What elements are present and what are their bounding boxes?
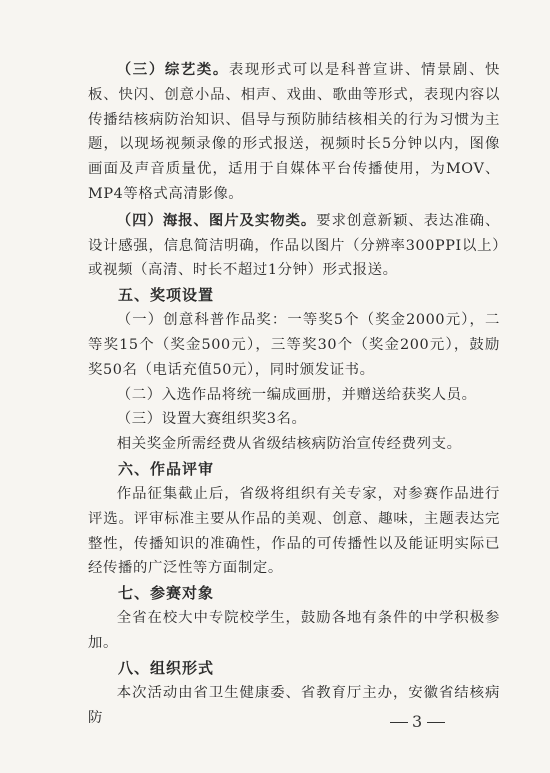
- organization-paragraph: 本次活动由省卫生健康委、省教育厅主办，安徽省结核病防: [88, 684, 500, 726]
- review-paragraph: 作品征集截止后，省级将组织有关专家，对参赛作品进行评选。评审标准主要从作品的美观、创意、趣味，主题表达完整性，传播知识的准确性，作品的可传播性以及能证明实际已经传播的广泛性等方面制定。: [88, 485, 500, 577]
- awards-item-3: （三）设置大赛组织奖3名。: [116, 411, 307, 428]
- heading-awards: 五、奖项设置: [118, 286, 215, 305]
- page-number: 3: [412, 712, 424, 731]
- awards-item-1: （一）创意科普作品奖：一等奖5个（奖金2000元），二等奖15个（奖金500元），三等奖30个（奖金200元），鼓励奖50名（电话充值50元），同时颁发证书。: [88, 312, 500, 378]
- section-3-body: 表现形式可以是科普宣讲、情景剧、快板、快闪、创意小品、相声、戏曲、歌曲等形式，表现内容以传播结核病防治知识、倡导与预防肺结核相关的行为习惯为主题，以现场视频录像的形式报送，视频时长5分钟以内，图像画面及声音质量优，适用于自媒体平台传播使用，为MOV、MP4等格式高清影像。: [88, 62, 501, 202]
- section-4-body: 要求创意新颖、表达准确、设计感强，信息简洁明确，作品以图片（分辨率300PPI以上）或视频（高清、时长不超过1分钟）形式报送。: [88, 212, 500, 279]
- document-body: [88, 58, 500, 730]
- section-3-title: （三）综艺类。: [116, 61, 229, 78]
- footer-dash-left: [390, 722, 408, 723]
- page-footer: [386, 712, 486, 731]
- footer-dash-right: [427, 722, 445, 723]
- section-3-paragraph: [88, 58, 500, 207]
- section-4-title: （四）海报、图片及实物类。: [116, 211, 317, 229]
- heading-participants: 七、参赛对象: [118, 584, 215, 603]
- heading-organization: 八、组织形式: [118, 658, 215, 677]
- participants-paragraph: 全省在校大中专院校学生，鼓励各地有条件的中学积极参加。: [88, 610, 500, 651]
- awards-item-2: （二）入选作品将统一编成画册，并赠送给获奖人员。: [116, 386, 477, 403]
- heading-review: 六、作品评审: [118, 459, 215, 478]
- section-4-paragraph: [88, 209, 500, 283]
- awards-funding: 相关奖金所需经费从省级结核病防治宣传经费列支。: [116, 436, 462, 453]
